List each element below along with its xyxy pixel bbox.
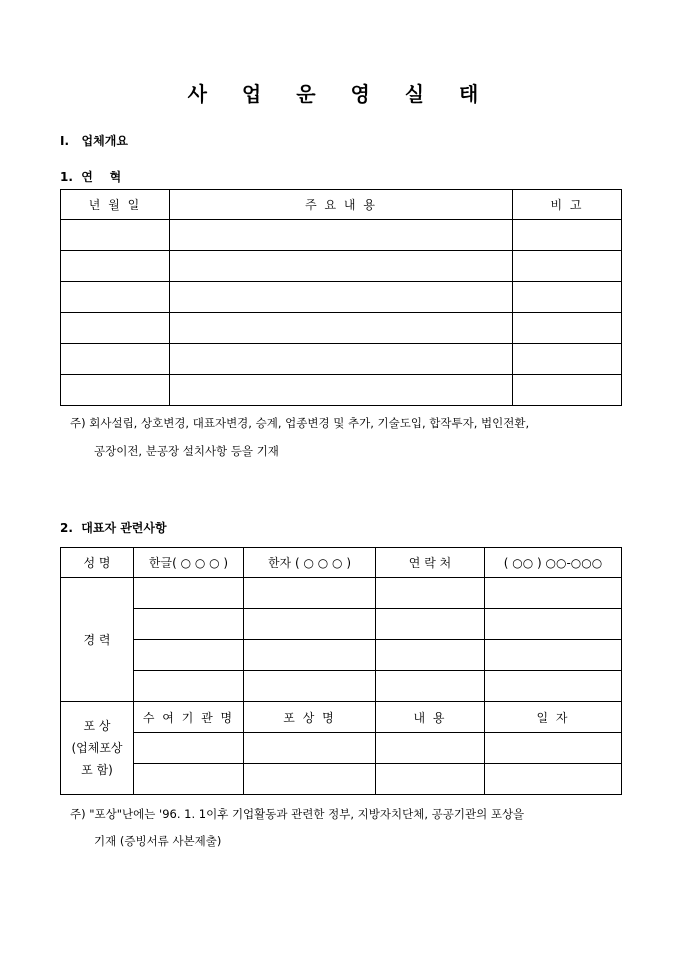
history-date-cell[interactable] xyxy=(61,251,170,282)
career-cell[interactable] xyxy=(485,640,622,671)
history-remarks-cell[interactable] xyxy=(513,251,622,282)
career-cell[interactable] xyxy=(376,609,485,640)
history-date-cell[interactable] xyxy=(61,344,170,375)
name-hanja[interactable]: 한자 ( ○ ○ ○ ) xyxy=(244,548,376,578)
history-remarks-cell[interactable] xyxy=(513,220,622,251)
history-table xyxy=(60,189,622,406)
name-label: 성 명 xyxy=(61,548,134,578)
career-cell[interactable] xyxy=(244,640,376,671)
history-date-cell[interactable] xyxy=(61,282,170,313)
history-content-cell[interactable] xyxy=(170,375,513,406)
history-note-line-2: 공장이전, 분공장 설치사항 등을 기재 xyxy=(94,444,279,458)
history-content-cell[interactable] xyxy=(170,282,513,313)
history-content-cell[interactable] xyxy=(170,344,513,375)
award-header-name: 포 상 명 xyxy=(244,702,376,733)
award-cell[interactable] xyxy=(376,764,485,795)
history-header-remarks: 비 고 xyxy=(513,190,622,220)
career-cell[interactable] xyxy=(134,671,244,702)
history-row xyxy=(61,344,622,375)
career-cell[interactable] xyxy=(134,640,244,671)
career-cell[interactable] xyxy=(485,578,622,609)
career-cell[interactable] xyxy=(376,578,485,609)
career-cell[interactable] xyxy=(485,671,622,702)
contact-label: 연 락 처 xyxy=(376,548,485,578)
award-cell[interactable] xyxy=(485,733,622,764)
representative-table xyxy=(60,547,622,795)
history-content-cell[interactable] xyxy=(170,313,513,344)
career-cell[interactable] xyxy=(376,640,485,671)
history-remarks-cell[interactable] xyxy=(513,375,622,406)
subsection-heading-history: 1. 연 혁 xyxy=(60,170,122,184)
history-row xyxy=(61,220,622,251)
history-note-line-1: 주) 회사설립, 상호변경, 대표자변경, 승계, 업종변경 및 추가, 기술도입, 합작투자, 법인전환, xyxy=(70,416,530,430)
history-row xyxy=(61,375,622,406)
career-cell[interactable] xyxy=(244,578,376,609)
history-remarks-cell[interactable] xyxy=(513,282,622,313)
history-content-cell[interactable] xyxy=(170,220,513,251)
page-title: 사 업 운 영 실 태 xyxy=(187,82,493,106)
award-label-line-3: 포 함) xyxy=(81,763,113,777)
history-row xyxy=(61,313,622,344)
career-cell[interactable] xyxy=(244,609,376,640)
award-header-institution: 수 여 기 관 명 xyxy=(134,702,244,733)
history-header-content: 주 요 내 용 xyxy=(170,190,513,220)
career-cell[interactable] xyxy=(244,671,376,702)
award-header-date: 일 자 xyxy=(485,702,622,733)
contact-value[interactable]: ( ○○ ) ○○-○○○ xyxy=(485,548,622,578)
career-cell[interactable] xyxy=(134,578,244,609)
subsection-heading-representative: 2. 대표자 관련사항 xyxy=(60,521,167,535)
name-hangul[interactable]: 한글( ○ ○ ○ ) xyxy=(134,548,244,578)
history-date-cell[interactable] xyxy=(61,313,170,344)
award-cell[interactable] xyxy=(244,733,376,764)
career-cell[interactable] xyxy=(485,609,622,640)
award-label xyxy=(61,702,134,795)
history-content-cell[interactable] xyxy=(170,251,513,282)
award-cell[interactable] xyxy=(485,764,622,795)
award-note-line-1: 주) "포상"난에는 '96. 1. 1이후 기업활동과 관련한 정부, 지방자치단체, 공공기관의 포상을 xyxy=(70,807,525,821)
history-header-date: 년 월 일 xyxy=(61,190,170,220)
career-cell[interactable] xyxy=(376,671,485,702)
history-remarks-cell[interactable] xyxy=(513,344,622,375)
history-row xyxy=(61,282,622,313)
award-cell[interactable] xyxy=(134,764,244,795)
award-cell[interactable] xyxy=(376,733,485,764)
award-cell[interactable] xyxy=(244,764,376,795)
career-label: 경 력 xyxy=(61,578,134,702)
award-cell[interactable] xyxy=(134,733,244,764)
award-label-line-2: (업체포상 xyxy=(71,741,123,755)
award-header-content: 내 용 xyxy=(376,702,485,733)
history-date-cell[interactable] xyxy=(61,220,170,251)
award-note-line-2: 기재 (증빙서류 사본제출) xyxy=(94,834,222,848)
career-cell[interactable] xyxy=(134,609,244,640)
history-date-cell[interactable] xyxy=(61,375,170,406)
history-remarks-cell[interactable] xyxy=(513,313,622,344)
section-heading-overview: I. 업체개요 xyxy=(60,134,128,148)
history-row xyxy=(61,251,622,282)
award-label-line-1: 포 상 xyxy=(83,719,111,733)
